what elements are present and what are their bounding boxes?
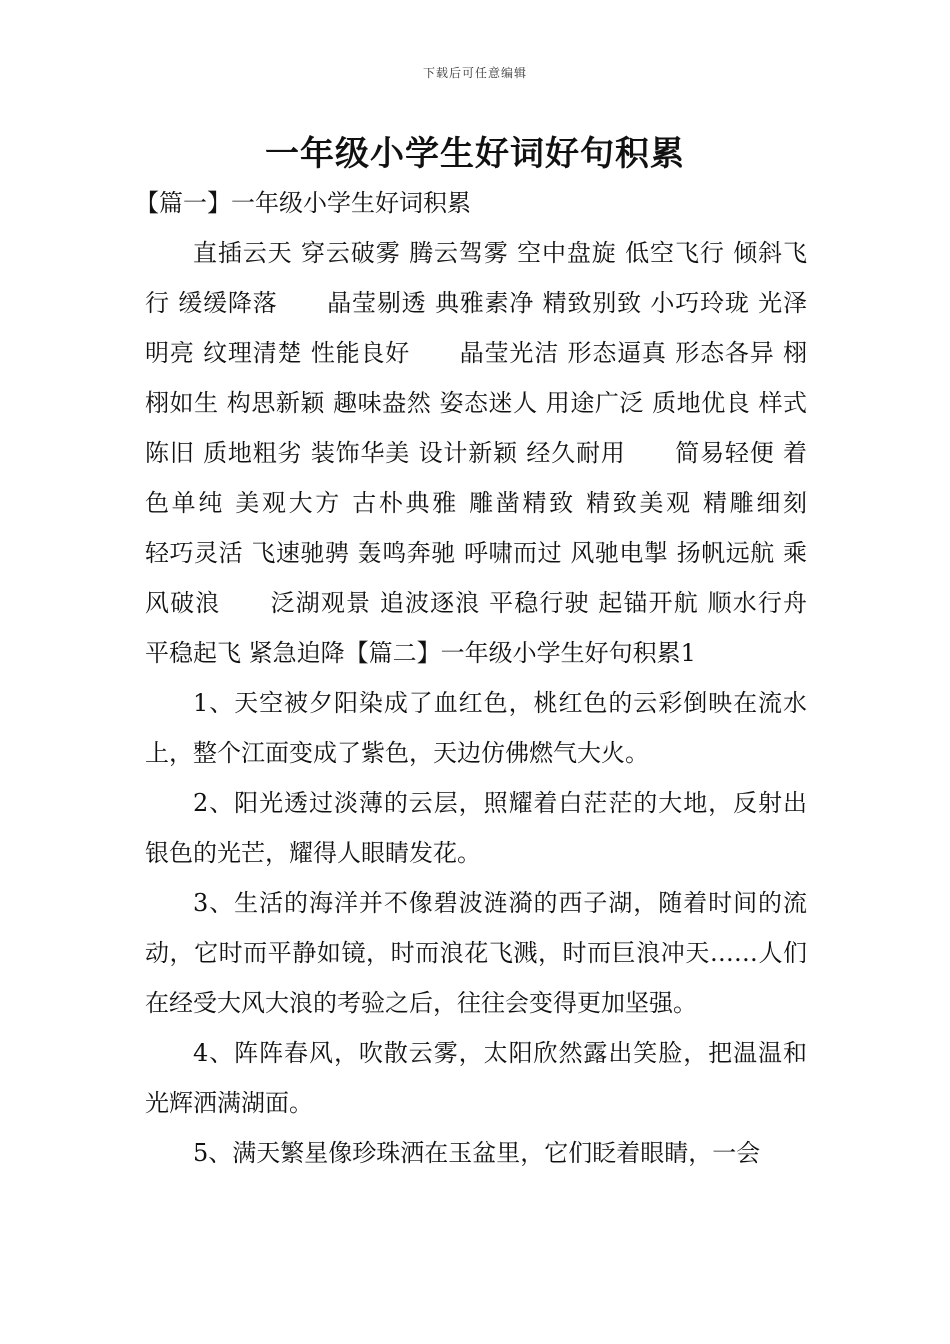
document-title: 一年级小学生好词好句积累 (265, 134, 685, 174)
sentence-2: 2、阳光透过淡薄的云层，照耀着白茫茫的大地，反射出银色的光芒，耀得人眼睛发花。 (145, 789, 807, 867)
document-body (135, 178, 855, 1178)
section-heading-1: 【篇一】一年级小学生好词积累 (135, 189, 471, 217)
sentence-5: 5、满天繁星像珍珠洒在玉盆里，它们眨着眼睛，一会 (193, 1139, 761, 1167)
header-note: 下载后可任意编辑 (422, 66, 527, 80)
word-list-paragraph: 直插云天 穿云破雾 腾云驾雾 空中盘旋 低空飞行 倾斜飞行 缓缓降落 晶莹剔透 典雅素净 精致别致 小巧玲珑 光泽明亮 纹理清楚 性能良好 晶莹光洁 形态逼真 形态各异 栩栩如生 构思新颖 趣味盎然 姿态迷人 用途广泛 质地优良 样式陈旧 质地粗劣 装饰华美 设计新颖 经久耐用 简易轻便 着色单纯 美观大方 古朴典雅 雕凿精致 精致美观 精雕细刻 轻巧灵活 飞速驰骋 轰鸣奔驰 呼啸而过 风驰电掣 扬帆远航 乘风破浪 泛湖观景 追波逐浪 平稳行驶 起锚开航 顺水行舟 平稳起飞 紧急迫降【篇二】一年级小学生好句积累1 (145, 239, 855, 667)
sentence-1: 1、天空被夕阳染成了血红色，桃红色的云彩倒映在流水上，整个江面变成了紫色，天边仿佛燃气大火。 (145, 689, 807, 767)
sentence-3: 3、生活的海洋并不像碧波涟漪的西子湖，随着时间的流动，它时而平静如镜，时而浪花飞溅，时而巨浪冲天……人们在经受大风大浪的考验之后，往往会变得更加坚强。 (145, 889, 807, 1017)
sentence-4: 4、阵阵春风，吹散云雾，太阳欣然露出笑脸，把温温和光辉洒满湖面。 (145, 1039, 807, 1117)
